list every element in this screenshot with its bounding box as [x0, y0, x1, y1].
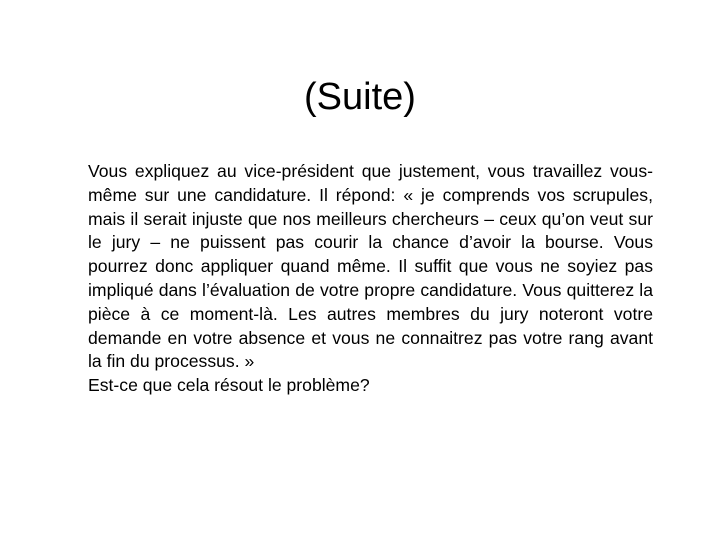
slide-title: (Suite)	[304, 76, 416, 118]
slide-body	[88, 160, 653, 398]
scenario-paragraph: Vous expliquez au vice-président que justement, vous travaillez vous-même sur une candidature. Il répond: « je comprends vos scrupules, mais il serait injuste que nos meilleurs chercheurs – ceux qu’on veut sur le jury – ne puissent pas courir la chance d’avoir la bourse. Vous pourrez donc appliquer quand même. Il suffit que vous ne soyiez pas impliqué dans l’évaluation de votre propre candidature. Vous quitterez la pièce à ce moment-là. Les autres membres du jury noteront votre demande en votre absence et vous ne connaitrez pas votre rang avant la fin du processus. »	[88, 161, 653, 372]
question-line: Est-ce que cela résout le problème?	[88, 375, 370, 396]
